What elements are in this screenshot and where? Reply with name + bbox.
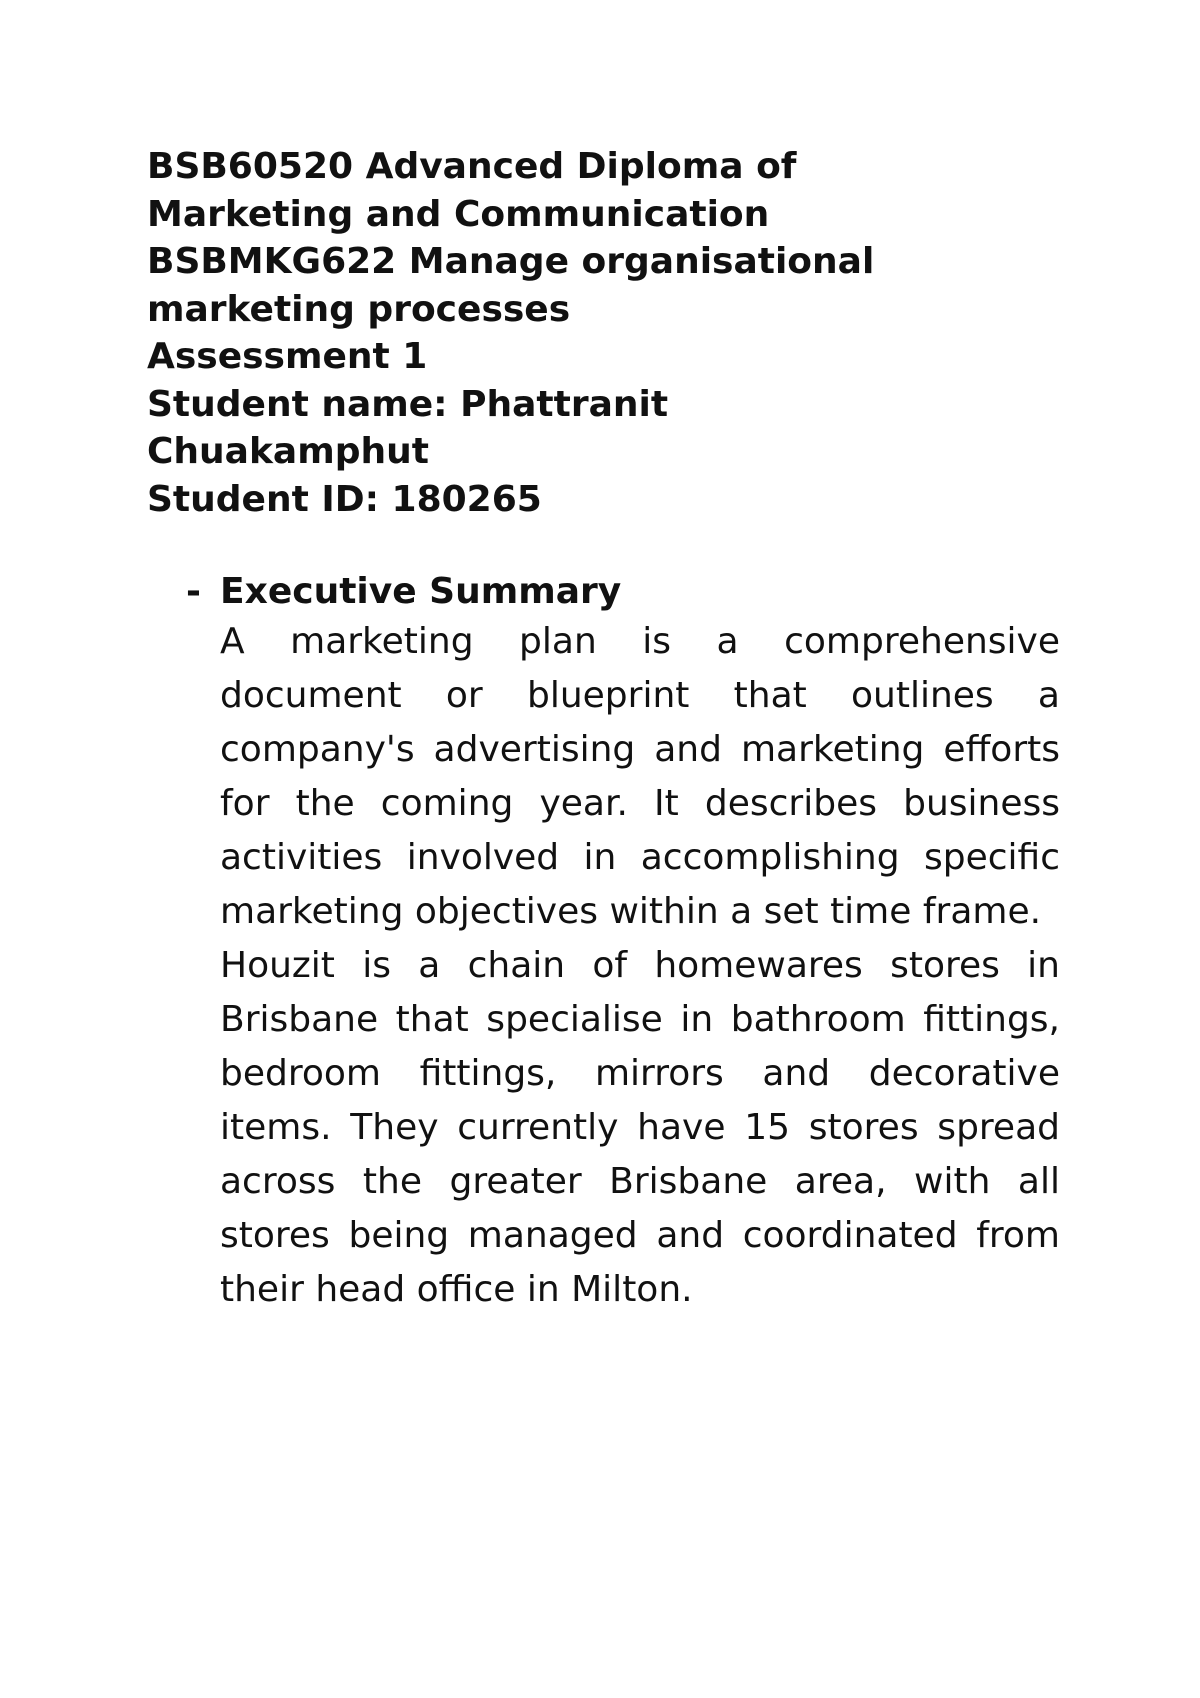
section-heading (180, 568, 1060, 615)
unit-title-line-1: BSBMKG622 Manage organisational (147, 241, 875, 282)
course-title-line-1: BSB60520 Advanced Diploma of (147, 146, 797, 187)
student-id: Student ID: 180265 (147, 478, 542, 520)
student-name-line-1: Student name: Phattranit (147, 383, 669, 425)
unit-title-line-2: marketing processes (147, 288, 571, 330)
course-title-line-2: Marketing and Communication (147, 193, 770, 235)
student-name-line-2: Chuakamphut (147, 431, 429, 472)
assessment-title: Assessment 1 (147, 336, 428, 377)
paragraph-marketing-plan: A marketing plan is a comprehensive document or blueprint that outlines a company's advertising and marketing efforts for the coming year. It describes business activities involved in accomplishing specific marketing objectives within a set time frame. (220, 621, 1060, 932)
paragraph-houzit: Houzit is a chain of homewares stores in Brisbane that specialise in bathroom fittings, bedroom fittings, mirrors and decorative items. They currently have 15 stores spread across the greater Brisbane area, with all stores being managed and coordinated from their head office in Milton. (220, 945, 1060, 1310)
list-bullet: - (186, 571, 201, 612)
section-heading-text: Executive Summary (220, 571, 622, 612)
executive-summary-section (180, 568, 1060, 1317)
document-header (147, 143, 1047, 523)
